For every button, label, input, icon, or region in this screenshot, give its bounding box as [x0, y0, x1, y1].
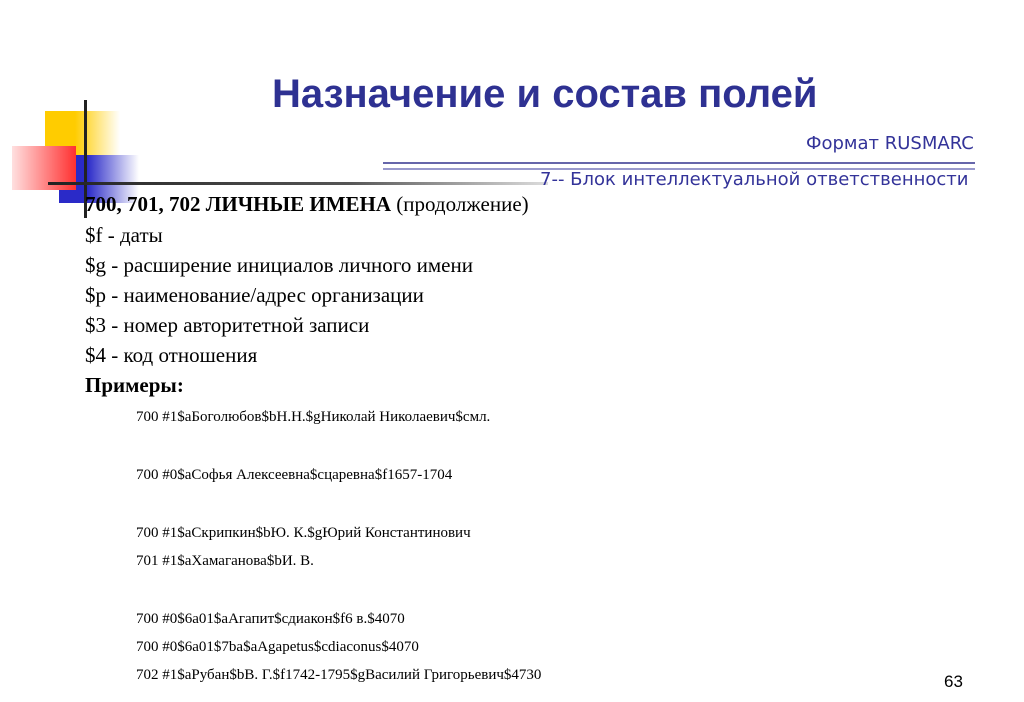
slide-title: Назначение и состав полей: [272, 72, 818, 116]
heading-bold: 700, 701, 702 ЛИЧНЫЕ ИМЕНА: [85, 192, 392, 216]
example-line: 700 #0$aСофья Алексеевна$cцаревна$f1657-1704: [136, 467, 453, 483]
examples-label: Примеры:: [85, 373, 184, 397]
subfield-item: $3 - номер авторитетной записи: [85, 313, 370, 337]
heading-rest: (продолжение): [391, 192, 529, 216]
subfield-item: $f - даты: [85, 223, 163, 247]
section-heading: [85, 192, 529, 217]
subfield-item: $g - расширение инициалов личного имени: [85, 253, 473, 277]
example-line: 701 #1$aХамаганова$bИ. В.: [136, 553, 314, 569]
example-line: 700 #1$aСкрипкин$bЮ. К.$gЮрий Константинович: [136, 525, 471, 541]
example-line: 700 #0$6a01$aАгапит$cдиакон$f6 в.$4070: [136, 611, 405, 627]
example-line: 700 #0$6a01$7ba$aAgapetus$cdiaconus$4070: [136, 639, 419, 655]
decor-horizontal-line: [48, 182, 548, 185]
subfield-item: $4 - код отношения: [85, 343, 258, 367]
example-line: 702 #1$aРубан$bВ. Г.$f1742-1795$gВасилий Григорьевич$4730: [136, 667, 542, 683]
page-number: 63: [944, 672, 963, 691]
subtitle: 7-- Блок интеллектуальной ответственности: [540, 169, 969, 190]
subfield-item: $p - наименование/адрес организации: [85, 283, 424, 307]
format-label: Формат RUSMARC: [806, 133, 974, 154]
example-line: 700 #1$aБоголюбов$bН.Н.$gНиколай Николаевич$cмл.: [136, 409, 491, 425]
